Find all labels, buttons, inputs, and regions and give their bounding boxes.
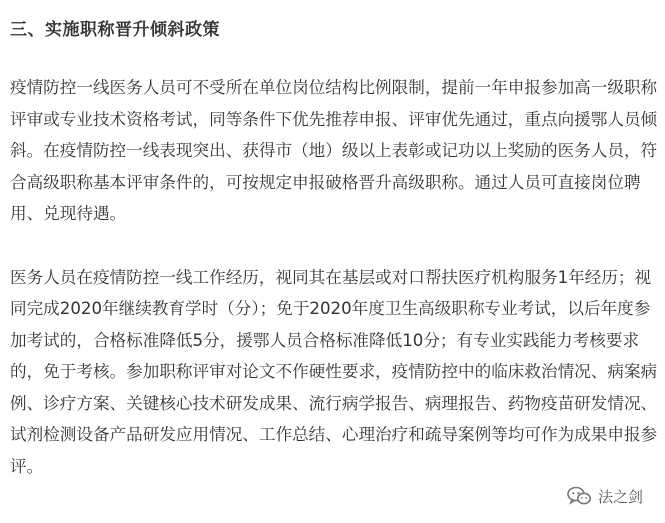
paragraph-1: 疫情防控一线医务人员可不受所在单位岗位结构比例限制，提前一年申报参加高一级职称评审或专业技术资格考试，同等条件下优先推荐申报、评审优先通过，重点向援鄂人员倾斜。在疫情防控一线表现突出、获得市（地）级以上表彰或记功以上奖励的医务人员，符合高级职称基本评审条件的，可按规定申报破格晋升高级职称。通过人员可直接岗位聘用、兑现待遇。 [10, 78, 658, 223]
article-body [10, 0, 658, 482]
paragraph-2: 医务人员在疫情防控一线工作经历，视同其在基层或对口帮扶医疗机构服务1年经历；视同完成2020年继续教育学时（分）；免于2020年度卫生高级职称专业考试，以后年度参加考试的，合格标准降低5分，援鄂人员合格标准降低10分；有专业实践能力考核要求的，免于考核。参加职称评审对论文不作硬性要求，疫情防控中的临床救治情况、病案病例、诊疗方案、关键核心技术研发成果、流行病学报告、病理报告、药物疫苗研发情况、试剂检测设备产品研发应用情况、工作总结、心理治疗和疏导案例等均可作为成果申报参评。 [10, 267, 658, 476]
section-heading: 三、实施职称晋升倾斜政策 [10, 20, 220, 40]
watermark [562, 483, 647, 509]
cut-off-next-line [0, 515, 665, 523]
wechat-channel-icon [566, 485, 592, 507]
watermark-text: 法之剑 [597, 487, 643, 506]
